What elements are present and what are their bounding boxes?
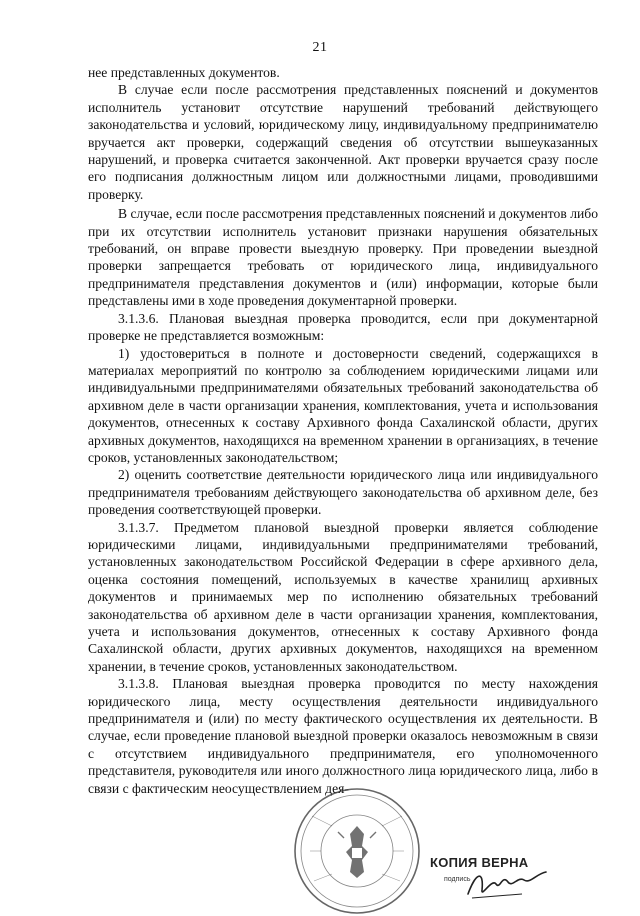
signature-label: подпись [444, 876, 471, 883]
official-seal-icon [292, 786, 422, 916]
paragraph: 2) оценить соответствие деятельности юридического лица или индивидуального предпринимателя требованиям действующего законодательства об архивном деле, без проведения соответствующей проверки. [88, 467, 598, 518]
paragraph: 3.1.3.8. Плановая выездная проверка проводится по месту нахождения юридического лица, месту осуществления деятельности индивидуального предпринимателя и (или) по месту фактического осуществления их деятельности. В случае, если проведение плановой выездной проверки оказалось невозможным в связи с отсутствием индивидуального предпринимателя, его уполномоченного представителя, руководителя или иного должностного лица юридического лица, либо в связи с фактическим неосуществлением дея- [88, 676, 598, 796]
paragraph: В случае, если после рассмотрения представленных пояснений и документов либо при их отсутствии исполнитель установит признаки нарушения обязательных требований, он вправе провести выездную проверку. При проведении выездной проверки запрещается требовать от юридического лица, индивидуального предпринимателя представления документов и (или) информации, которые были представлены ими в ходе проведения документарной проверки. [88, 206, 598, 309]
copy-certified-stamp: КОПИЯ ВЕРНА [430, 855, 529, 870]
paragraph: 1) удостовериться в полноте и достоверности сведений, содержащихся в материалах мероприятий по контролю за соблюдением юридическими лицами или индивидуальными предпринимателями обязательных требований законодательства об архивном деле в части организации хранения, комплектования, учета и использования документов, отнесенных к составу Архивного фонда Сахалинской области, других архивных документов, находящихся на временном хранении в организациях, в течение сроков, установленных законодательством; [88, 345, 598, 465]
page-number: 21 [312, 40, 328, 55]
paragraph: 3.1.3.7. Предметом плановой выездной проверки является соблюдение юридическими лицами, индивидуальными предпринимателями требований, установленных законодательством Российской Федерации в сфере архивного дела, оценка состояния помещений, используемых в качестве хранилищ архивных документов и принимаемых мер по исполнению обязательных требований законодательства об архивном деле в части организации хранения, комплектования, учета и использования документов, отнесенных к составу Архивного фонда Сахалинской области, других архивных документов, находящихся на временном хранении, в течение сроков, установленных законодательством. [88, 519, 598, 674]
signature-icon [462, 864, 552, 904]
paragraph: 3.1.3.6. Плановая выездная проверка проводится, если при документарной проверке не представляется возможным: [88, 310, 598, 344]
paragraph: нее представленных документов. [88, 65, 280, 80]
paragraph: В случае если после рассмотрения представленных пояснений и документов исполнитель установит отсутствие нарушений требований действующего законодательства и условий, юридическому лицу, индивидуальному предпринимателю вручается акт проверки, содержащий сведения об отсутствии вышеуказанных нарушений, и проверка считается законченной. Акт проверки вручается сразу после его подписания должностным лицом или должностными лицами, проводившими проверку. [88, 82, 598, 202]
document-body [88, 64, 598, 797]
